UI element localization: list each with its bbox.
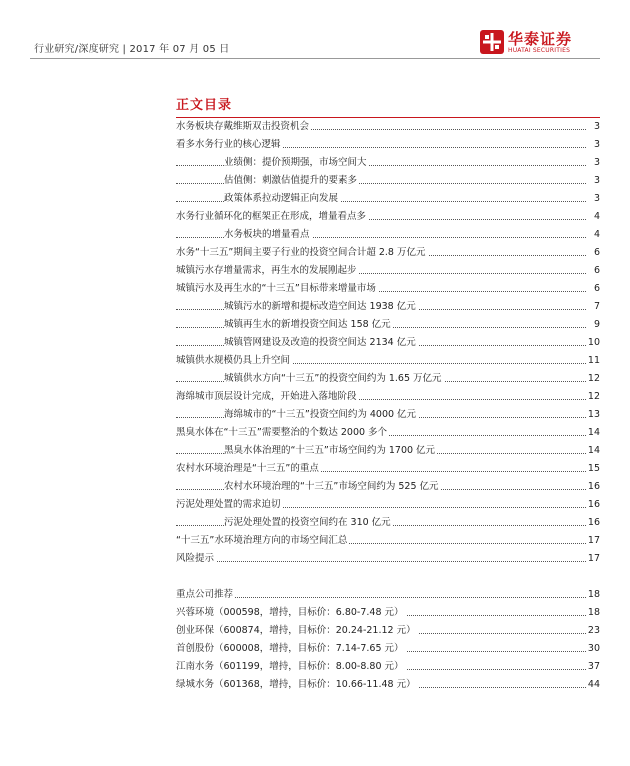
toc-entry-page: 3 (592, 190, 600, 208)
toc-entry[interactable] (176, 406, 600, 424)
toc-entry[interactable] (176, 118, 600, 136)
toc-entry-title: 水务板块存戴维斯双击投资机会 (176, 121, 310, 132)
toc-entry[interactable] (176, 262, 600, 280)
toc-entry-page: 3 (592, 154, 600, 172)
toc-entry[interactable] (176, 388, 600, 406)
toc-entry[interactable] (176, 226, 600, 244)
toc-entry-title: 污泥处理处置的投资空间约在 310 亿元 (224, 517, 391, 528)
toc-entry-page: 7 (592, 298, 600, 316)
toc-entry[interactable] (176, 586, 600, 604)
toc-entry[interactable] (176, 190, 600, 208)
toc-entry-page: 12 (586, 370, 600, 388)
toc-entry-page: 17 (586, 550, 600, 568)
toc-entry[interactable] (176, 244, 600, 262)
toc-entry-title: 业绩侧：提价预期强，市场空间大 (224, 157, 367, 168)
toc-entry-title: 污泥处理处置的需求迫切 (176, 499, 281, 510)
toc-entry-title: 城镇污水的新增和提标改造空间达 1938 亿元 (224, 301, 416, 312)
toc-entry-page: 16 (586, 514, 600, 532)
toc-entry[interactable] (176, 478, 600, 496)
toc-entry[interactable] (176, 316, 600, 334)
toc-entry[interactable] (176, 370, 600, 388)
toc-entry-page: 37 (586, 658, 600, 676)
toc-entry[interactable] (176, 622, 600, 640)
toc-entry-page: 18 (586, 586, 600, 604)
toc-entry-title: 政策体系拉动逻辑正向发展 (224, 193, 339, 204)
toc-entry-title: 城镇供水方向“十三五”的投资空间约为 1.65 万亿元 (224, 373, 442, 384)
toc-entry-title: 黑臭水体在“十三五”需要整治的个数达 2000 多个 (176, 427, 388, 438)
toc-entry-page: 12 (586, 388, 600, 406)
toc-entry[interactable] (176, 154, 600, 172)
toc-leader-dots (176, 561, 586, 562)
huatai-logo (480, 28, 598, 56)
toc-entry[interactable] (176, 604, 600, 622)
toc-entry-page: 4 (592, 226, 600, 244)
header-report-info: 行业研究/深度研究 | 2017 年 07 月 05 日 (34, 44, 230, 55)
toc-entry[interactable] (176, 532, 600, 550)
toc-entry-page: 18 (586, 604, 600, 622)
toc-entry-page: 10 (586, 334, 600, 352)
toc-gap (176, 568, 600, 586)
toc-entry-title: 城镇污水及再生水的“十三五”目标带来增量市场 (176, 283, 376, 294)
toc-entry[interactable] (176, 280, 600, 298)
toc-entry-page: 16 (586, 496, 600, 514)
toc-entry-page: 4 (592, 208, 600, 226)
toc-entry-page: 3 (592, 136, 600, 154)
toc-entry[interactable] (176, 352, 600, 370)
toc-entry-page: 3 (592, 172, 600, 190)
toc-entry[interactable] (176, 640, 600, 658)
toc-entry-page: 14 (586, 424, 600, 442)
toc-entry-page: 15 (586, 460, 600, 478)
toc-entry-page: 23 (586, 622, 600, 640)
table-of-contents (176, 118, 600, 694)
toc-entry-page: 44 (586, 676, 600, 694)
toc-entry-title: 首创股份（600008，增持，目标价：7.14-7.65 元） (176, 643, 404, 654)
toc-title: 正文目录 (176, 98, 233, 113)
toc-entry-page: 6 (592, 244, 600, 262)
toc-entry-page: 14 (586, 442, 600, 460)
toc-leader-dots (176, 597, 586, 598)
toc-entry-title: 海绵城市顶层设计完成，开始进入落地阶段 (176, 391, 357, 402)
toc-entry-title: 农村水环境治理是“十三五”的重点 (176, 463, 319, 474)
toc-entry-title: 水务行业循环化的框架正在形成，增量看点多 (176, 211, 367, 222)
toc-entry[interactable] (176, 550, 600, 568)
toc-entry-title: 城镇管网建设及改造的投资空间达 2134 亿元 (224, 337, 416, 348)
toc-entry-page: 3 (592, 118, 600, 136)
toc-entry[interactable] (176, 460, 600, 478)
toc-entry[interactable] (176, 676, 600, 694)
toc-entry-title: 城镇污水存增量需求，再生水的发展刚起步 (176, 265, 357, 276)
page-header (30, 28, 600, 58)
toc-entry-page: 6 (592, 262, 600, 280)
toc-entry-title: 创业环保（600874，增持，目标价：20.24-21.12 元） (176, 625, 416, 636)
toc-entry[interactable] (176, 442, 600, 460)
toc-entry-page: 9 (592, 316, 600, 334)
toc-entry-title: 看多水务行业的核心逻辑 (176, 139, 281, 150)
toc-entry[interactable] (176, 208, 600, 226)
toc-entry-title: 绿城水务（601368，增持，目标价：10.66-11.48 元） (176, 679, 416, 690)
toc-entry[interactable] (176, 334, 600, 352)
logo-chinese-name: 华泰证券 (508, 30, 573, 48)
toc-entry-page: 16 (586, 478, 600, 496)
toc-entry[interactable] (176, 424, 600, 442)
toc-entry-page: 11 (586, 352, 600, 370)
toc-entry-title: 兴蓉环境（000598，增持，目标价：6.80-7.48 元） (176, 607, 404, 618)
toc-entry-title: 城镇供水规模仍具上升空间 (176, 355, 291, 366)
toc-entry-title: 水务“十三五”期间主要子行业的投资空间合计超 2.8 万亿元 (176, 247, 426, 258)
toc-entry-title: 估值侧：刺激估值提升的要素多 (224, 175, 358, 186)
toc-entry-page: 17 (586, 532, 600, 550)
toc-entry-title: 重点公司推荐 (176, 589, 234, 600)
toc-entry-title: 风险提示 (176, 553, 215, 564)
toc-entry-page: 6 (592, 280, 600, 298)
toc-entry[interactable] (176, 172, 600, 190)
toc-entry[interactable] (176, 514, 600, 532)
toc-entry-page: 30 (586, 640, 600, 658)
toc-entry-page: 13 (586, 406, 600, 424)
toc-entry-title: 海绵城市的“十三五”投资空间约为 4000 亿元 (224, 409, 417, 420)
toc-entry-title: 城镇再生水的新增投资空间达 158 亿元 (224, 319, 391, 330)
toc-entry[interactable] (176, 298, 600, 316)
toc-entry[interactable] (176, 658, 600, 676)
toc-entry-title: 江南水务（601199，增持，目标价：8.00-8.80 元） (176, 661, 404, 672)
header-divider (30, 58, 600, 59)
toc-entry[interactable] (176, 136, 600, 154)
toc-entry-title: 黑臭水体治理的“十三五”市场空间约为 1700 亿元 (224, 445, 436, 456)
huatai-logo-icon (480, 30, 504, 54)
toc-entry-title: 农村水环境治理的“十三五”市场空间约为 525 亿元 (224, 481, 439, 492)
toc-entry-title: 水务板块的增量看点 (224, 229, 310, 240)
logo-english-name: HUATAI SECURITIES (508, 47, 571, 54)
toc-entry[interactable] (176, 496, 600, 514)
toc-entry-title: “十三五”水环境治理方向的市场空间汇总 (176, 535, 348, 546)
